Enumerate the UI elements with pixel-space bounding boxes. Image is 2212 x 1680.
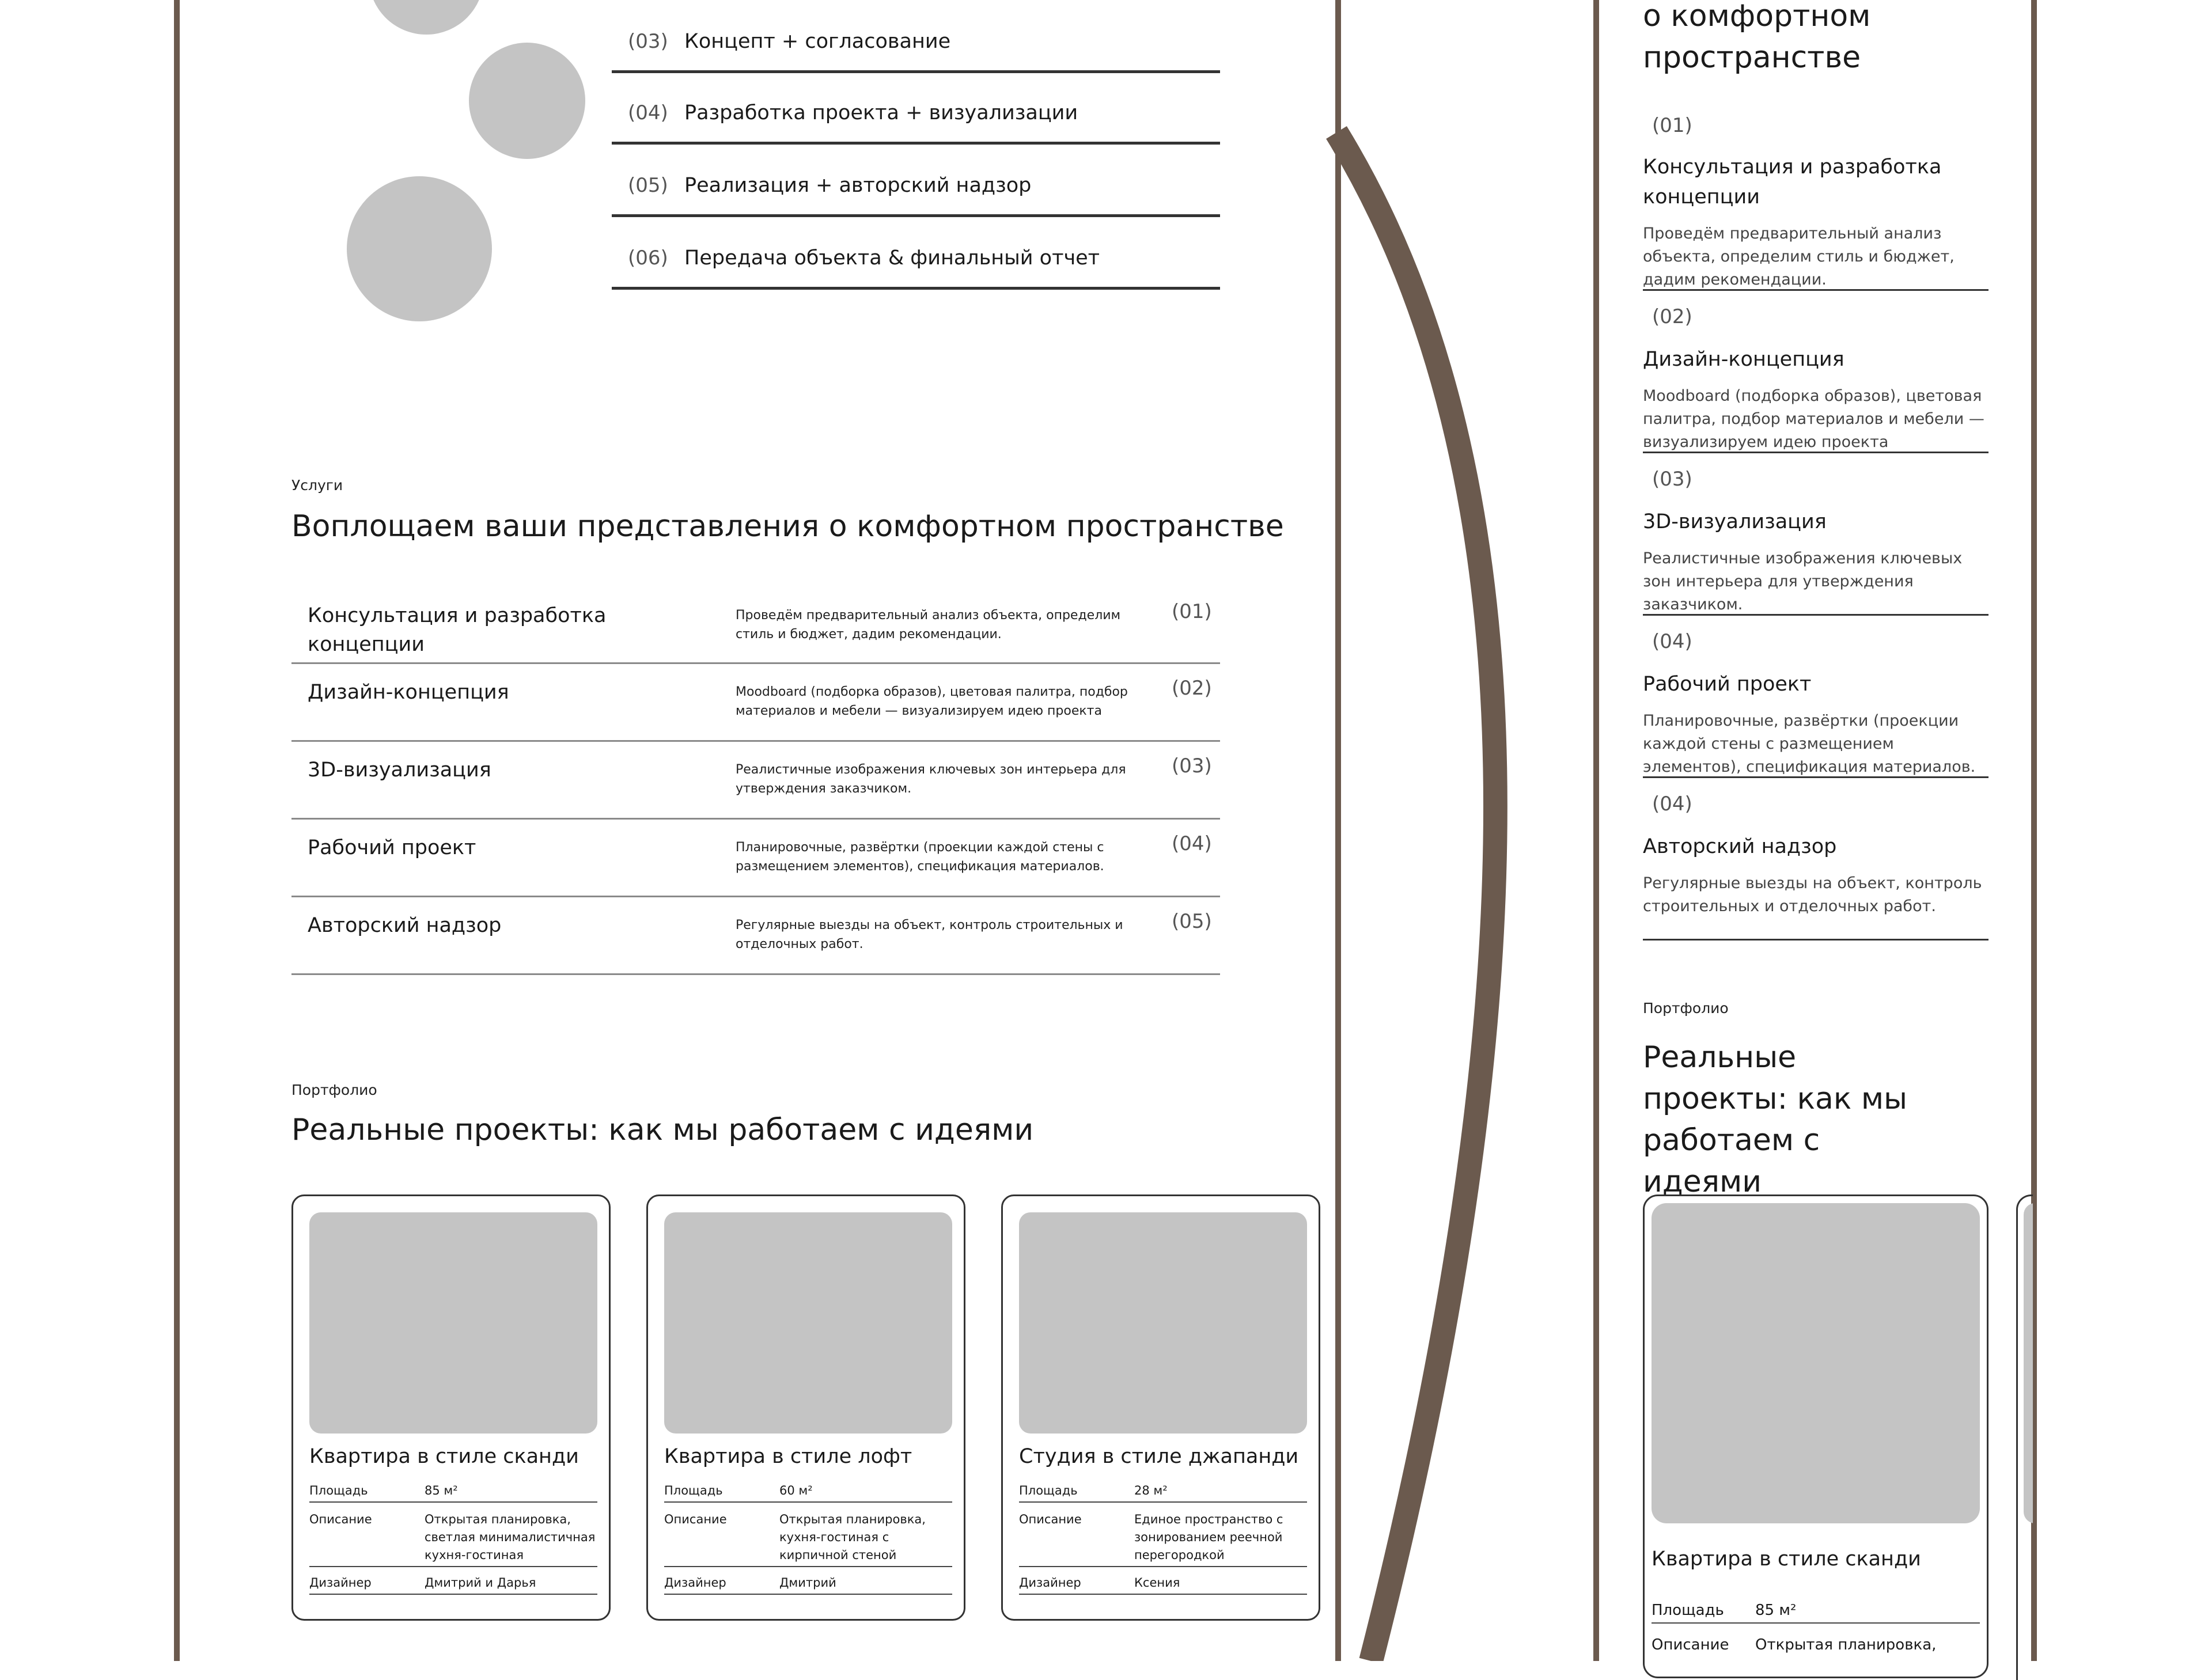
process-step bbox=[612, 217, 1220, 290]
service-row bbox=[291, 820, 1220, 897]
service-number: (01) bbox=[1172, 600, 1212, 623]
divider bbox=[1643, 452, 1988, 453]
service-number: (04) bbox=[1652, 792, 1692, 816]
service-number: (04) bbox=[1172, 832, 1212, 855]
service-number: (01) bbox=[1652, 114, 1692, 137]
services-section-label: Услуги bbox=[291, 477, 343, 494]
area-label: Площадь bbox=[309, 1484, 368, 1497]
service-row bbox=[291, 897, 1220, 975]
service-number: (02) bbox=[1172, 677, 1212, 700]
area-value: 85 м² bbox=[1755, 1602, 1797, 1619]
service-row bbox=[291, 664, 1220, 742]
service-row bbox=[291, 742, 1220, 820]
step-number: (05) bbox=[628, 174, 668, 197]
area-label: Площадь bbox=[664, 1484, 723, 1497]
mobile-frame-left-border bbox=[1593, 0, 1599, 1661]
decor-circle-bottom bbox=[347, 176, 492, 321]
divider bbox=[1643, 776, 1988, 778]
mobile-services-heading-tail: о комфортном пространстве bbox=[1643, 0, 1871, 75]
project-image-placeholder bbox=[1652, 1203, 1980, 1523]
divider bbox=[664, 1566, 952, 1567]
project-image-placeholder bbox=[664, 1212, 952, 1434]
step-number: (04) bbox=[628, 101, 668, 124]
project-image-placeholder bbox=[309, 1212, 597, 1434]
services-heading: Воплощаем ваши представления о комфортном пространстве bbox=[291, 509, 1284, 544]
description-label: Описание bbox=[664, 1512, 727, 1526]
area-label: Площадь bbox=[1652, 1602, 1724, 1619]
designer-label: Дизайнер bbox=[309, 1576, 372, 1590]
service-description: Проведём предварительный анализ объекта, определим стиль и бюджет, дадим рекомендации. bbox=[1643, 225, 1955, 289]
process-step bbox=[612, 0, 1220, 73]
service-title: Рабочий проект bbox=[1643, 673, 1812, 696]
service-number: (04) bbox=[1652, 630, 1692, 653]
service-title: Рабочий проект bbox=[308, 836, 476, 859]
divider bbox=[664, 1501, 952, 1503]
process-step bbox=[612, 71, 1220, 145]
service-title: Дизайн-концепция bbox=[308, 681, 509, 704]
step-label: Концепт + согласование bbox=[684, 30, 951, 53]
mobile-portfolio-card-next[interactable] bbox=[2016, 1194, 2033, 1680]
divider bbox=[664, 1594, 952, 1595]
portfolio-card[interactable] bbox=[646, 1194, 965, 1621]
divider bbox=[309, 1501, 597, 1503]
description-value: Открытая планировка, bbox=[1755, 1636, 1937, 1654]
project-image-placeholder bbox=[2024, 1203, 2033, 1523]
service-description: Планировочные, развёртки (проекции каждой стены с размещением элементов), спецификация материалов. bbox=[736, 840, 1104, 874]
project-designer-row bbox=[664, 1574, 952, 1592]
description-label: Описание bbox=[309, 1512, 372, 1526]
service-number: (05) bbox=[1172, 910, 1212, 933]
project-area-row bbox=[309, 1482, 597, 1500]
service-title: Авторский надзор bbox=[1643, 835, 1837, 858]
portfolio-section-label: Портфолио bbox=[291, 1082, 377, 1098]
portfolio-card[interactable] bbox=[291, 1194, 611, 1621]
service-description: Moodboard (подборка образов), цветовая палитра, подбор материалов и мебели — визуализируем идею проекта bbox=[736, 685, 1128, 718]
divider bbox=[309, 1566, 597, 1567]
mobile-portfolio-label: Портфолио bbox=[1643, 1000, 1729, 1017]
area-label: Площадь bbox=[1019, 1484, 1078, 1497]
project-image-placeholder bbox=[1019, 1212, 1307, 1434]
portfolio-heading: Реальные проекты: как мы работаем с идеями bbox=[291, 1113, 1034, 1147]
service-title: Дизайн-концепция bbox=[1643, 348, 1844, 371]
divider bbox=[1643, 289, 1988, 291]
divider bbox=[1643, 614, 1988, 616]
divider bbox=[1643, 939, 1988, 941]
service-description: Регулярные выезды на объект, контроль строительных и отделочных работ. bbox=[1643, 874, 1982, 915]
service-row bbox=[291, 587, 1220, 664]
area-value: 85 м² bbox=[425, 1484, 458, 1497]
designer-value: Дмитрий и Дарья bbox=[425, 1576, 536, 1590]
divider bbox=[1019, 1566, 1307, 1567]
decorative-arc bbox=[1325, 0, 1567, 1661]
project-area-row bbox=[1019, 1482, 1307, 1500]
decor-circle-middle bbox=[469, 43, 585, 159]
step-label: Передача объекта & финальный отчет bbox=[684, 246, 1100, 270]
divider bbox=[1019, 1501, 1307, 1503]
description-value: Открытая планировка, светлая минималистичная кухня-гостиная bbox=[425, 1512, 596, 1562]
project-description-row bbox=[1019, 1511, 1307, 1566]
project-title: Студия в стиле джапанди bbox=[1019, 1445, 1299, 1468]
description-label: Описание bbox=[1652, 1636, 1729, 1654]
service-number: (03) bbox=[1172, 754, 1212, 778]
portfolio-card[interactable] bbox=[1001, 1194, 1320, 1621]
mobile-portfolio-heading: Реальные проекты: как мы работаем с идеями bbox=[1643, 1040, 1908, 1199]
designer-value: Дмитрий bbox=[779, 1576, 836, 1590]
project-title: Квартира в стиле лофт bbox=[664, 1445, 912, 1468]
service-number: (02) bbox=[1652, 305, 1692, 328]
step-label: Реализация + авторский надзор bbox=[684, 174, 1032, 197]
service-description: Реалистичные изображения ключевых зон интерьера для утверждения заказчиком. bbox=[736, 763, 1126, 796]
divider bbox=[1019, 1594, 1307, 1595]
description-label: Описание bbox=[1019, 1512, 1082, 1526]
project-title: Квартира в стиле сканди bbox=[309, 1445, 579, 1468]
divider bbox=[309, 1594, 597, 1595]
desktop-frame-left-border bbox=[174, 0, 180, 1661]
service-description: Реалистичные изображения ключевых зон интерьера для утверждения заказчиком. bbox=[1643, 549, 1963, 613]
project-area-row bbox=[664, 1482, 952, 1500]
step-label: Разработка проекта + визуализации bbox=[684, 101, 1078, 124]
step-number: (06) bbox=[628, 246, 668, 270]
service-description: Проведём предварительный анализ объекта, определим стиль и бюджет, дадим рекомендации. bbox=[736, 608, 1121, 642]
service-description: Планировочные, развёртки (проекции каждой стены с размещением элементов), спецификация материалов. bbox=[1643, 712, 1976, 776]
area-value: 60 м² bbox=[779, 1484, 813, 1497]
divider bbox=[1652, 1622, 1980, 1624]
service-title: 3D-визуализация bbox=[308, 759, 491, 782]
service-number: (03) bbox=[1652, 468, 1692, 491]
description-value: Единое пространство с зонированием реечной перегородкой bbox=[1134, 1512, 1283, 1562]
project-designer-row bbox=[309, 1574, 597, 1592]
service-description: Регулярные выезды на объект, контроль строительных и отделочных работ. bbox=[736, 918, 1123, 951]
designer-label: Дизайнер bbox=[1019, 1576, 1081, 1590]
project-designer-row bbox=[1019, 1574, 1307, 1592]
area-value: 28 м² bbox=[1134, 1484, 1168, 1497]
service-title: Авторский надзор bbox=[308, 914, 502, 937]
project-description-row bbox=[664, 1511, 952, 1566]
service-description: Moodboard (подборка образов), цветовая палитра, подбор материалов и мебели — визуализируем идею проекта bbox=[1643, 387, 1984, 451]
step-number: (03) bbox=[628, 30, 668, 53]
project-description-row bbox=[309, 1511, 597, 1566]
process-step bbox=[612, 144, 1220, 217]
description-value: Открытая планировка, кухня-гостиная с кирпичной стеной bbox=[779, 1512, 926, 1562]
service-title: Консультация и разработка концепции bbox=[1643, 156, 1942, 208]
mobile-portfolio-card[interactable] bbox=[1643, 1194, 1988, 1678]
service-title: Консультация и разработка концепции bbox=[308, 604, 607, 656]
designer-label: Дизайнер bbox=[664, 1576, 726, 1590]
project-title: Квартира в стиле сканди bbox=[1652, 1548, 1921, 1571]
designer-value: Ксения bbox=[1134, 1576, 1180, 1590]
decor-circle-top bbox=[369, 0, 484, 35]
service-title: 3D-визуализация bbox=[1643, 510, 1827, 533]
